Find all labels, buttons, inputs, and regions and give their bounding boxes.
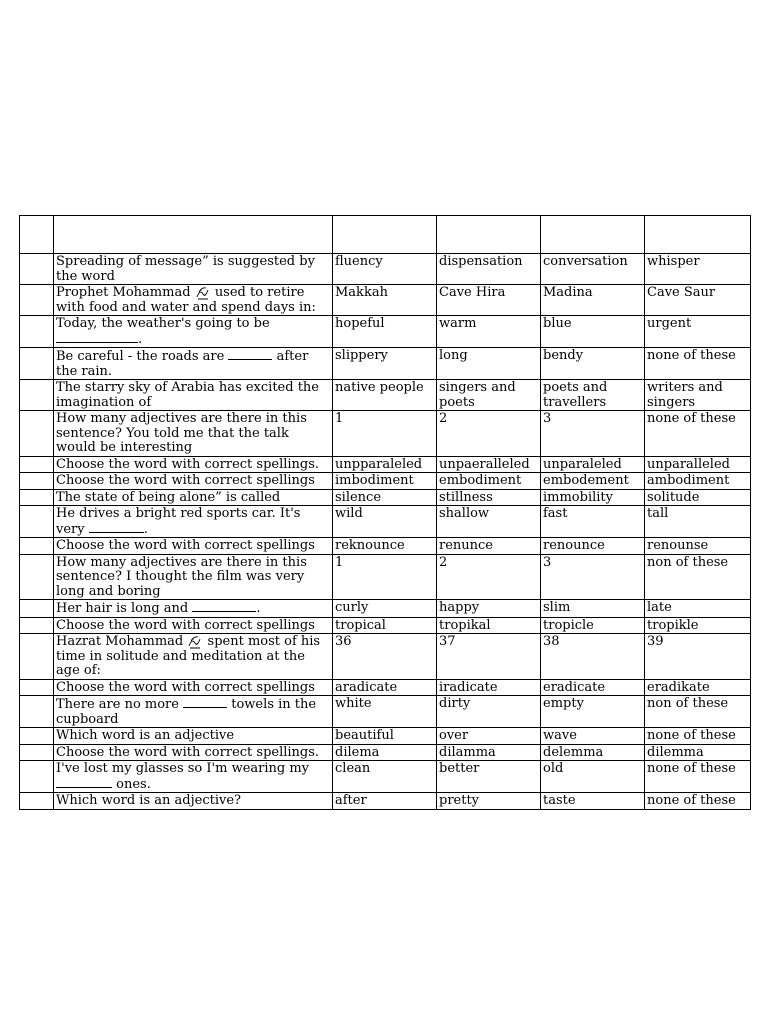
- option-b-cell: warm: [437, 316, 541, 348]
- table-row: [20, 679, 751, 696]
- option-a-cell: beautiful: [333, 728, 437, 745]
- option-a-cell: silence: [333, 489, 437, 506]
- option-d-cell: eradikate: [645, 679, 751, 696]
- row-number-cell: [20, 600, 54, 618]
- option-d-cell: none of these: [645, 348, 751, 380]
- question-text-after: .: [138, 331, 143, 347]
- option-b-cell: unpaeralleled: [437, 456, 541, 473]
- option-c-cell: immobility: [541, 489, 645, 506]
- row-number-cell: [20, 380, 54, 411]
- row-number-cell: [20, 793, 54, 810]
- option-d-cell: whisper: [645, 254, 751, 285]
- row-number-cell: [20, 285, 54, 316]
- option-c-cell: slim: [541, 600, 645, 618]
- option-d-cell: none of these: [645, 761, 751, 793]
- option-a-cell: after: [333, 793, 437, 810]
- answer-blank: [183, 697, 227, 708]
- option-c-cell: Madina: [541, 285, 645, 316]
- question-cell: Choose the word with correct spellings.: [54, 744, 333, 761]
- question-cell: The state of being alone” is called: [54, 489, 333, 506]
- table-row: [20, 728, 751, 745]
- table-row: [20, 456, 751, 473]
- option-c-cell: tropicle: [541, 617, 645, 634]
- header-cell-number: [20, 216, 54, 254]
- table-row: [20, 761, 751, 793]
- table-row: [20, 634, 751, 680]
- option-b-cell: singers and poets: [437, 380, 541, 411]
- option-b-cell: Cave Hira: [437, 285, 541, 316]
- option-d-cell: none of these: [645, 728, 751, 745]
- option-c-cell: blue: [541, 316, 645, 348]
- question-text-before: There are no more: [56, 697, 179, 712]
- option-a-cell: 1: [333, 411, 437, 457]
- pbuh-calligraphy-icon: [196, 286, 210, 300]
- question-text-after: ones.: [116, 776, 151, 792]
- option-d-cell: renounse: [645, 538, 751, 555]
- question-cell: Choose the word with correct spellings: [54, 473, 333, 490]
- option-a-cell: Makkah: [333, 285, 437, 316]
- option-a-cell: fluency: [333, 254, 437, 285]
- question-text-after: .: [256, 601, 261, 616]
- answer-blank: [89, 522, 144, 533]
- question-text-after: used to retire with food and water and spend days in:: [56, 285, 316, 315]
- option-c-cell: 3: [541, 554, 645, 600]
- option-d-cell: tall: [645, 506, 751, 538]
- option-c-cell: embodement: [541, 473, 645, 490]
- row-number-cell: [20, 744, 54, 761]
- question-text-before: Today, the weather's going to be: [56, 316, 270, 331]
- option-c-cell: old: [541, 761, 645, 793]
- option-d-cell: urgent: [645, 316, 751, 348]
- question-cell: Which word is an adjective?: [54, 793, 333, 810]
- table-row: [20, 348, 751, 380]
- question-cell: [54, 316, 333, 348]
- table-row: [20, 489, 751, 506]
- option-b-cell: iradicate: [437, 679, 541, 696]
- option-b-cell: over: [437, 728, 541, 745]
- option-a-cell: 36: [333, 634, 437, 680]
- table-row: [20, 554, 751, 600]
- option-d-cell: dilemma: [645, 744, 751, 761]
- question-text-before: Be careful - the roads are: [56, 349, 225, 364]
- question-text-before: Her hair is long and: [56, 601, 189, 616]
- answer-blank: [56, 332, 138, 343]
- table-row: [20, 316, 751, 348]
- answer-blank: [56, 777, 112, 788]
- option-a-cell: reknounce: [333, 538, 437, 555]
- answer-blank: [192, 601, 256, 612]
- option-d-cell: late: [645, 600, 751, 618]
- option-d-cell: tropikle: [645, 617, 751, 634]
- question-cell: How many adjectives are there in this sentence? You told me that the talk would be interesting: [54, 411, 333, 457]
- option-c-cell: empty: [541, 696, 645, 728]
- table-row: [20, 473, 751, 490]
- option-c-cell: unparaleled: [541, 456, 645, 473]
- option-a-cell: curly: [333, 600, 437, 618]
- option-b-cell: stillness: [437, 489, 541, 506]
- row-number-cell: [20, 506, 54, 538]
- table-row: [20, 744, 751, 761]
- row-number-cell: [20, 761, 54, 793]
- option-d-cell: solitude: [645, 489, 751, 506]
- table-row: [20, 793, 751, 810]
- option-c-cell: bendy: [541, 348, 645, 380]
- row-number-cell: [20, 634, 54, 680]
- option-b-cell: happy: [437, 600, 541, 618]
- table-row: [20, 411, 751, 457]
- option-a-cell: wild: [333, 506, 437, 538]
- option-c-cell: taste: [541, 793, 645, 810]
- question-text-before: He drives a bright red sports car. It's very: [56, 506, 301, 537]
- option-a-cell: dilema: [333, 744, 437, 761]
- option-b-cell: long: [437, 348, 541, 380]
- table-row: [20, 600, 751, 618]
- row-number-cell: [20, 728, 54, 745]
- option-d-cell: unparalleled: [645, 456, 751, 473]
- option-a-cell: imbodiment: [333, 473, 437, 490]
- option-b-cell: shallow: [437, 506, 541, 538]
- row-number-cell: [20, 254, 54, 285]
- question-cell: How many adjectives are there in this sentence? I thought the film was very long and boring: [54, 554, 333, 600]
- option-d-cell: non of these: [645, 696, 751, 728]
- option-a-cell: unpparaleled: [333, 456, 437, 473]
- option-c-cell: poets and travellers: [541, 380, 645, 411]
- table-row: [20, 538, 751, 555]
- row-number-cell: [20, 456, 54, 473]
- option-b-cell: dilamma: [437, 744, 541, 761]
- question-cell: [54, 506, 333, 538]
- row-number-cell: [20, 316, 54, 348]
- header-cell-question: [54, 216, 333, 254]
- question-cell: [54, 696, 333, 728]
- option-b-cell: 2: [437, 411, 541, 457]
- option-a-cell: clean: [333, 761, 437, 793]
- option-a-cell: native people: [333, 380, 437, 411]
- question-text-after: towels in the cupboard: [56, 697, 317, 727]
- question-cell: Choose the word with correct spellings: [54, 617, 333, 634]
- question-text-before: Hazrat Mohammad: [56, 634, 184, 649]
- option-d-cell: ambodiment: [645, 473, 751, 490]
- question-cell: Choose the word with correct spellings: [54, 679, 333, 696]
- header-cell-option-c: [541, 216, 645, 254]
- question-cell: [54, 761, 333, 793]
- option-a-cell: slippery: [333, 348, 437, 380]
- option-d-cell: Cave Saur: [645, 285, 751, 316]
- table-row: [20, 380, 751, 411]
- question-cell: Which word is an adjective: [54, 728, 333, 745]
- question-cell: Choose the word with correct spellings.: [54, 456, 333, 473]
- option-b-cell: dirty: [437, 696, 541, 728]
- table-row: [20, 506, 751, 538]
- option-c-cell: 3: [541, 411, 645, 457]
- row-number-cell: [20, 411, 54, 457]
- question-text-before: Prophet Mohammad: [56, 285, 191, 300]
- table-row: [20, 617, 751, 634]
- row-number-cell: [20, 696, 54, 728]
- row-number-cell: [20, 554, 54, 600]
- row-number-cell: [20, 679, 54, 696]
- question-cell: [54, 634, 333, 680]
- table-row: [20, 254, 751, 285]
- header-row: [20, 216, 751, 254]
- option-d-cell: 39: [645, 634, 751, 680]
- option-b-cell: dispensation: [437, 254, 541, 285]
- question-cell: [54, 348, 333, 380]
- question-text-after: spent most of his time in solitude and meditation at the age of:: [56, 634, 321, 678]
- option-b-cell: pretty: [437, 793, 541, 810]
- option-a-cell: 1: [333, 554, 437, 600]
- question-cell: Spreading of message” is suggested by the word: [54, 254, 333, 285]
- option-c-cell: 38: [541, 634, 645, 680]
- row-number-cell: [20, 473, 54, 490]
- header-cell-option-d: [645, 216, 751, 254]
- question-text-before: I've lost my glasses so I'm wearing my: [56, 761, 310, 776]
- pbuh-calligraphy-icon: [188, 635, 202, 649]
- option-a-cell: tropical: [333, 617, 437, 634]
- question-text-after: .: [143, 521, 148, 537]
- answer-blank: [228, 349, 272, 360]
- option-c-cell: eradicate: [541, 679, 645, 696]
- option-c-cell: renounce: [541, 538, 645, 555]
- quiz-table: [19, 215, 751, 810]
- row-number-cell: [20, 538, 54, 555]
- row-number-cell: [20, 489, 54, 506]
- option-a-cell: aradicate: [333, 679, 437, 696]
- option-b-cell: embodiment: [437, 473, 541, 490]
- option-a-cell: hopeful: [333, 316, 437, 348]
- row-number-cell: [20, 348, 54, 380]
- option-c-cell: delemma: [541, 744, 645, 761]
- option-d-cell: non of these: [645, 554, 751, 600]
- option-b-cell: 37: [437, 634, 541, 680]
- option-d-cell: none of these: [645, 411, 751, 457]
- question-cell: [54, 600, 333, 618]
- option-b-cell: 2: [437, 554, 541, 600]
- option-d-cell: none of these: [645, 793, 751, 810]
- option-c-cell: fast: [541, 506, 645, 538]
- option-b-cell: better: [437, 761, 541, 793]
- option-c-cell: conversation: [541, 254, 645, 285]
- option-c-cell: wave: [541, 728, 645, 745]
- question-text-after: after the rain.: [56, 349, 309, 379]
- option-a-cell: white: [333, 696, 437, 728]
- option-d-cell: writers and singers: [645, 380, 751, 411]
- option-b-cell: renunce: [437, 538, 541, 555]
- question-cell: [54, 285, 333, 316]
- option-b-cell: tropikal: [437, 617, 541, 634]
- table-row: [20, 285, 751, 316]
- header-cell-option-a: [333, 216, 437, 254]
- table-row: [20, 696, 751, 728]
- question-cell: The starry sky of Arabia has excited the imagination of: [54, 380, 333, 411]
- row-number-cell: [20, 617, 54, 634]
- question-cell: Choose the word with correct spellings: [54, 538, 333, 555]
- header-cell-option-b: [437, 216, 541, 254]
